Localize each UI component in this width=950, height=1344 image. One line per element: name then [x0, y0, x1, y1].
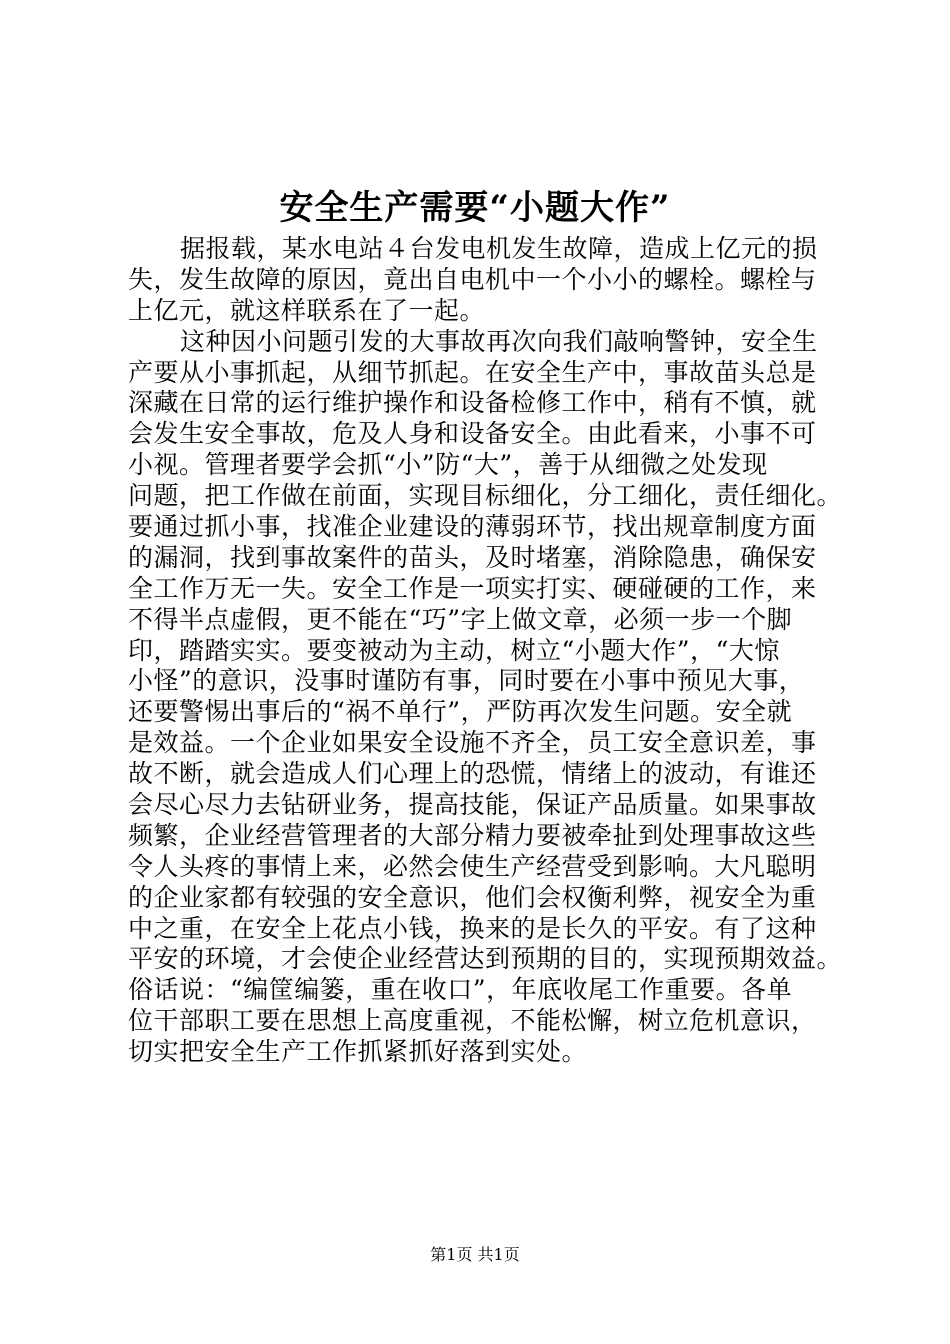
- body-line: 俗话说：“编筐编篓，重在收口”，年底收尾工作重要。各单: [128, 975, 793, 1005]
- page-footer: 第1页 共1页: [430, 1245, 520, 1264]
- body-line: 产要从小事抓起，从细节抓起。在安全生产中，事故苗头总是: [128, 357, 817, 387]
- body-line: 小视。管理者要学会抓“小”防“大”，善于从细微之处发现: [128, 450, 768, 480]
- body-line: 平安的环境，才会使企业经营达到预期的目的，实现预期效益。: [128, 944, 843, 974]
- document-body: [128, 234, 843, 1068]
- body-line: 问题，把工作做在前面，实现目标细化，分工细化，责任细化。: [128, 481, 843, 511]
- document-title: 安全生产需要“小题大作”: [279, 188, 671, 228]
- body-line: 全工作万无一失。安全工作是一项实打实、硬碰硬的工作，来: [128, 573, 817, 603]
- body-line: 的企业家都有较强的安全意识，他们会权衡利弊，视安全为重: [128, 882, 817, 912]
- body-line: 要通过抓小事，找准企业建设的薄弱环节，找出规章制度方面: [128, 512, 817, 542]
- body-line: 会发生安全事故，危及人身和设备安全。由此看来，小事不可: [128, 419, 817, 449]
- body-line: 中之重，在安全上花点小钱，换来的是长久的平安。有了这种: [128, 913, 817, 943]
- body-line: 印，踏踏实实。要变被动为主动，树立“小题大作”，“大惊: [128, 635, 780, 665]
- body-line: 上亿元，就这样联系在了一起。: [128, 295, 486, 325]
- body-line: 不得半点虚假，更不能在“巧”字上做文章，必须一步一个脚: [128, 604, 793, 634]
- body-line: 故不断，就会造成人们心理上的恐慌，情绪上的波动，有谁还: [128, 759, 817, 789]
- body-line: 的漏洞，找到事故案件的苗头，及时堵塞，消除隐患，确保安: [128, 542, 817, 572]
- body-line: 频繁，企业经营管理者的大部分精力要被牵扯到处理事故这些: [128, 820, 817, 850]
- body-line: 会尽心尽力去钻研业务，提高技能，保证产品质量。如果事故: [128, 790, 817, 820]
- body-line: 令人头疼的事情上来，必然会使生产经营受到影响。大凡聪明: [128, 851, 817, 881]
- body-line: 据报载，某水电站４台发电机发生故障，造成上亿元的损: [180, 234, 818, 263]
- body-line: 这种因小问题引发的大事故再次向我们敲响警钟，安全生: [180, 326, 818, 356]
- body-line: 是效益。一个企业如果安全设施不齐全，员工安全意识差，事: [128, 728, 817, 758]
- body-line: 还要警惕出事后的“祸不单行”，严防再次发生问题。安全就: [128, 697, 793, 727]
- body-line: 切实把安全生产工作抓紧抓好落到实处。: [128, 1037, 588, 1067]
- body-line: 深藏在日常的运行维护操作和设备检修工作中，稍有不慎，就: [128, 388, 817, 418]
- body-line: 失，发生故障的原因，竟出自电机中一个小小的螺栓。螺栓与: [128, 264, 817, 294]
- body-line: 位干部职工要在思想上高度重视，不能松懈，树立危机意识，: [128, 1006, 817, 1036]
- body-line: 小怪”的意识，没事时谨防有事，同时要在小事中预见大事，: [128, 666, 805, 696]
